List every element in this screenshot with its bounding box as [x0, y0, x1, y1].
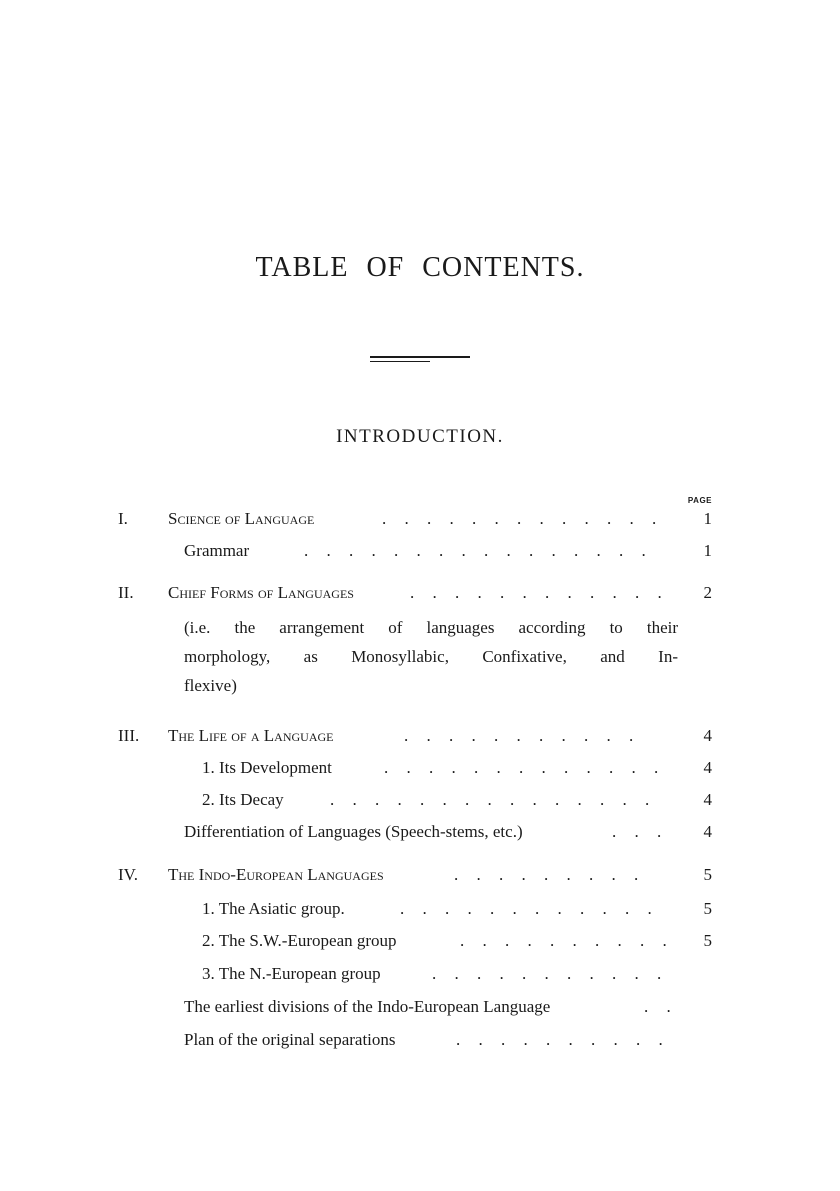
- description-line: morphology, as Monosyllabic, Confixative, and In-: [184, 647, 678, 666]
- toc-entry: [0, 1027, 840, 1053]
- entry-title: Differentiation of Languages (Speech-stems, etc.): [184, 822, 523, 841]
- leader-dots: . . . . . . . . . . . . .: [382, 509, 664, 528]
- entry-title: Grammar: [184, 541, 250, 560]
- entry-numeral: I.: [118, 509, 128, 528]
- entry-title: Chief Forms of Languages: [168, 583, 354, 602]
- toc-entry: [0, 723, 840, 749]
- entry-title: 3. The N.-European group: [202, 964, 381, 983]
- toc-entry: [0, 928, 840, 954]
- entry-numeral: III.: [118, 726, 140, 745]
- entry-description: [184, 613, 678, 700]
- entry-numeral: IV.: [118, 865, 138, 884]
- toc-entry: [0, 787, 840, 813]
- entry-page: 4: [703, 822, 712, 841]
- leader-dots: . . . . . . . . . . . . . . .: [330, 790, 657, 809]
- entry-page: 4: [703, 790, 712, 809]
- entry-title: The earliest divisions of the Indo-European Language: [184, 997, 551, 1016]
- entry-page: 5: [703, 865, 712, 884]
- leader-dots: . . . . . . . . . . .: [404, 726, 641, 745]
- entry-title: 1. The Asiatic group.: [202, 899, 345, 918]
- entry-title: Plan of the original separations: [184, 1030, 396, 1049]
- entry-title: 2. Its Decay: [202, 790, 284, 809]
- entry-page: 2: [703, 583, 712, 602]
- toc-entry: [0, 580, 840, 606]
- leader-dots: . . . . . . . . . .: [456, 1030, 670, 1049]
- leader-dots: . . . . . . . . . . .: [432, 964, 669, 983]
- toc-entry: [0, 862, 840, 888]
- leader-dots: . . . . . . . . . .: [460, 931, 674, 950]
- leader-dots: . . .: [612, 822, 669, 841]
- toc-entry: [0, 994, 840, 1020]
- leader-dots: . . . . . . . . . . . .: [410, 583, 669, 602]
- toc-entry: [0, 506, 840, 532]
- page-column-label: PAGE: [687, 496, 712, 505]
- toc-entry: [0, 896, 840, 922]
- entry-page: 1: [703, 541, 712, 560]
- leader-dots: . . . . . . . . . . . .: [400, 899, 659, 918]
- entry-page: 4: [703, 726, 712, 745]
- description-line: flexive): [184, 676, 237, 695]
- description-line: (i.e. the arrangement of languages according to their: [184, 618, 678, 637]
- section-heading: INTRODUCTION.: [336, 426, 504, 447]
- toc-entry: [0, 538, 840, 564]
- entry-page: 4: [703, 758, 712, 777]
- entry-title: 2. The S.W.-European group: [202, 931, 397, 950]
- leader-dots: . . . . . . . . . . . . . . . .: [304, 541, 653, 560]
- entry-numeral: II.: [118, 583, 134, 602]
- leader-dots: . . . . . . . . .: [454, 865, 646, 884]
- toc-entry: [0, 755, 840, 781]
- page-title: TABLE OF CONTENTS.: [255, 252, 585, 283]
- entry-page: 5: [703, 899, 712, 918]
- ornamental-rule: [370, 356, 470, 365]
- entry-title: Science of Language: [168, 509, 315, 528]
- entry-title: The Indo-European Languages: [168, 865, 384, 884]
- entry-title: 1. Its Development: [202, 758, 332, 777]
- entry-page: 5: [703, 931, 712, 950]
- toc-entry: [0, 819, 840, 845]
- entry-title: The Life of a Language: [168, 726, 334, 745]
- toc-entry: [0, 961, 840, 987]
- leader-dots: . .: [644, 997, 678, 1016]
- leader-dots: . . . . . . . . . . . . .: [384, 758, 666, 777]
- entry-page: 1: [703, 509, 712, 528]
